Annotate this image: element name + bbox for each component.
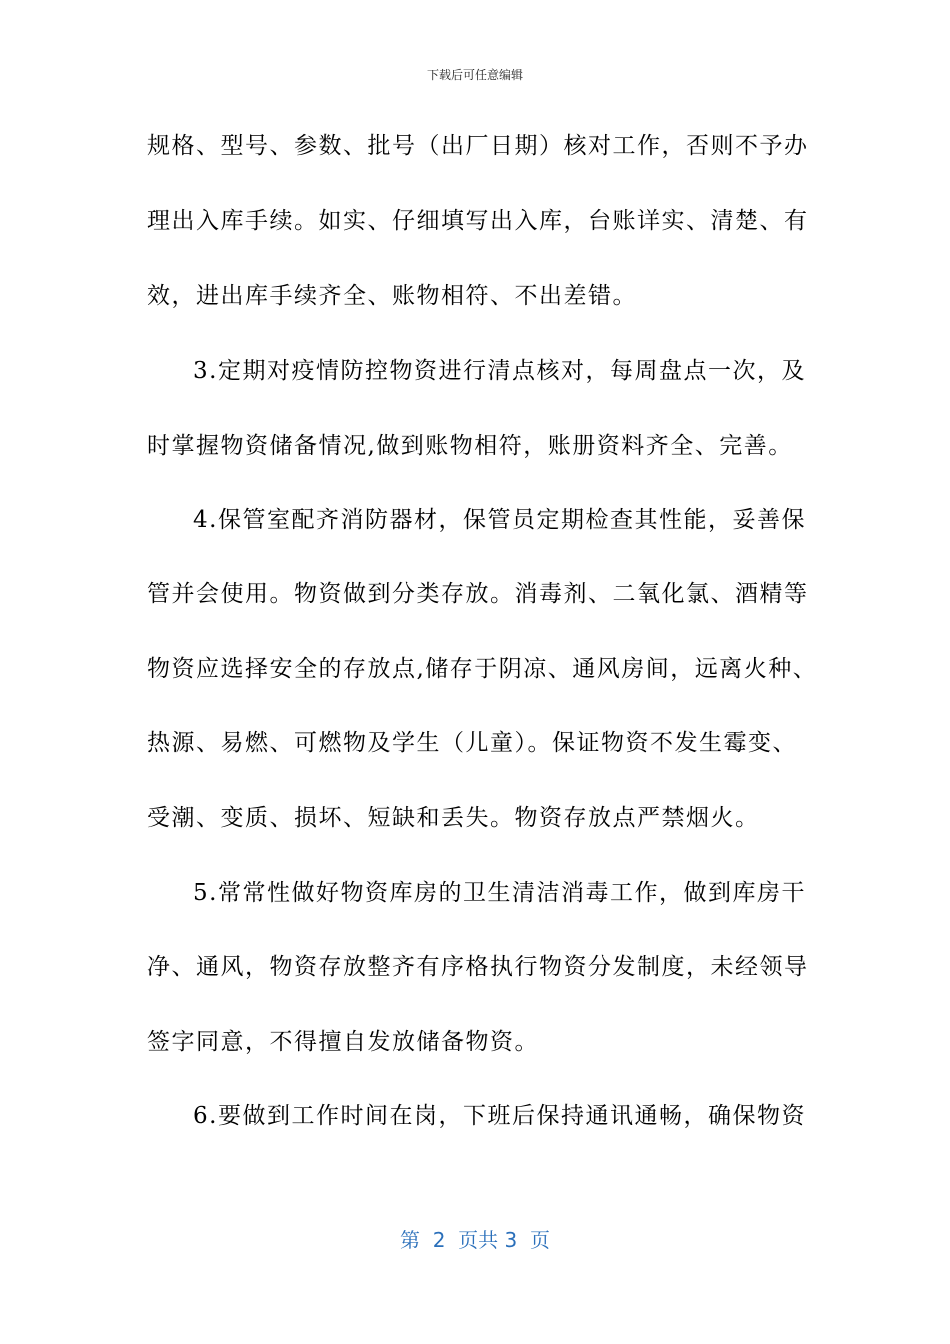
body-line: 签字同意，不得擅自发放储备物资。: [147, 1029, 539, 1055]
paragraph-3-line: 3.定期对疫情防控物资进行清点核对，每周盘点一次，及: [193, 358, 806, 384]
header-note: 下载后可任意编辑: [426, 68, 523, 82]
body-line: 热源、易燃、可燃物及学生（儿童）。保证物资不发生霉变、: [147, 730, 797, 756]
body-line: 净、通风，物资存放整齐有序格执行物资分发制度，未经领导: [147, 954, 809, 980]
paragraph-5-line: 5.常常性做好物资库房的卫生清洁消毒工作，做到库房干: [193, 880, 806, 906]
paragraph-6-line: 6.要做到工作时间在岗，下班后保持通讯通畅，确保物资: [193, 1103, 806, 1129]
paragraph-4-line: 4.保管室配齐消防器材，保管员定期检查其性能，妥善保: [193, 507, 806, 533]
body-line: 管并会使用。物资做到分类存放。消毒剂、二氧化氯、酒精等: [147, 581, 809, 607]
body-line: 时掌握物资储备情况,做到账物相符，账册资料齐全、完善。: [147, 433, 793, 459]
body-line: 理出入库手续。如实、仔细填写出入库，台账详实、清楚、有: [147, 208, 809, 234]
body-line: 受潮、变质、损坏、短缺和丢失。物资存放点严禁烟火。: [147, 805, 760, 831]
body-line: 物资应选择安全的存放点,储存于阴凉、通风房间，远离火种、: [147, 656, 818, 682]
body-line: 规格、型号、参数、批号（出厂日期）核对工作，否则不予办: [147, 133, 809, 159]
page-number: 第 2 页共 3 页: [400, 1228, 550, 1252]
body-line: 效，进出库手续齐全、账物相符、不出差错。: [147, 283, 637, 309]
